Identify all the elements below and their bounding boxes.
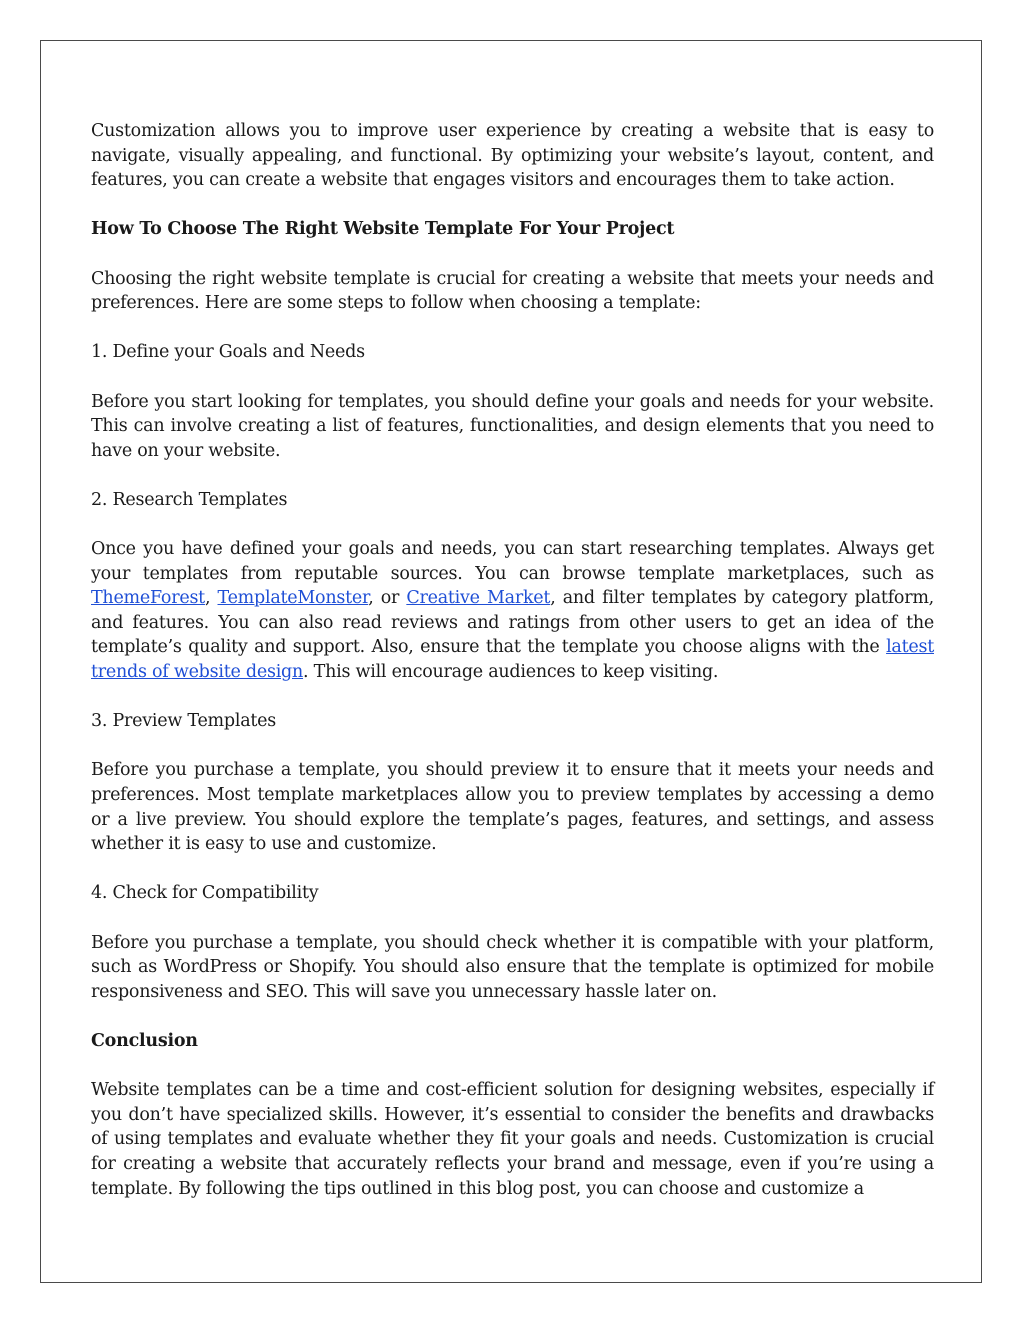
step-2-text-part-2: , and filter templates by category platform, and features. You can also read reviews and ratings from other users to get an idea of the template’s quality and support. Also, ensure that the template you choose aligns with the xyxy=(91,588,934,658)
step-1-title: 1. Define your Goals and Needs xyxy=(91,342,365,363)
link-themeforest[interactable]: ThemeForest xyxy=(91,588,205,609)
step-1-text: Before you start looking for templates, you should define your goals and needs for your website. This can involve creating a list of features, functionalities, and design elements that you need to have on your website. xyxy=(91,391,934,461)
paragraph-conclusion: Website templates can be a time and cost-efficient solution for designing websites, especially if you don’t have specialized skills. However, it’s essential to consider the benefits and drawbacks of using templates and evaluate whether they fit your goals and needs. Customization is crucial for creating a website that accurately reflects your brand and message, even if you’re using a template. By following the tips outlined in this blog post, you can choose and customize a xyxy=(91,1080,934,1199)
step-3-title: 3. Preview Templates xyxy=(91,711,277,732)
step-2-text-part-3: . This will encourage audiences to keep visiting. xyxy=(303,662,719,683)
link-latest-trends[interactable]: latest trends of website design xyxy=(91,637,934,683)
step-2-text xyxy=(91,537,934,685)
link-templatemonster[interactable]: TemplateMonster xyxy=(217,588,369,609)
step-2-title: 2. Research Templates xyxy=(91,489,288,510)
paragraph-choose-intro: Choosing the right website template is crucial for creating a website that meets your needs and preferences. Here are some steps to follow when choosing a template: xyxy=(91,268,934,314)
heading-conclusion: Conclusion xyxy=(91,1030,198,1051)
step-4-title: 4. Check for Compatibility xyxy=(91,883,319,904)
step-2-text-part-1: Once you have defined your goals and needs, you can start researching templates. Always get your templates from reputable sources. You can browse template marketplaces, such as xyxy=(91,539,934,584)
step-4-text: Before you purchase a template, you should check whether it is compatible with your platform, such as WordPress or Shopify. You should also ensure that the template is optimized for mobile responsiveness and SEO. This will save you unnecessary hassle later on. xyxy=(91,932,934,1002)
separator-or: , or xyxy=(368,588,407,609)
step-3-text: Before you purchase a template, you should preview it to ensure that it meets your needs and preferences. Most template marketplaces allow you to preview templates by accessing a demo or a live preview. You should explore the template’s pages, features, and settings, and assess whether it is easy to use and customize. xyxy=(91,760,934,855)
paragraph-customization: Customization allows you to improve user experience by creating a website that is easy to navigate, visually appealing, and functional. By optimizing your website’s layout, content, and features, you can create a website that engages visitors and encourages them to take action. xyxy=(91,121,934,191)
separator-comma: , xyxy=(204,588,218,609)
document-body xyxy=(91,119,934,1201)
link-creative-market[interactable]: Creative Market xyxy=(406,588,551,609)
heading-choose-template: How To Choose The Right Website Template For Your Project xyxy=(91,219,675,240)
